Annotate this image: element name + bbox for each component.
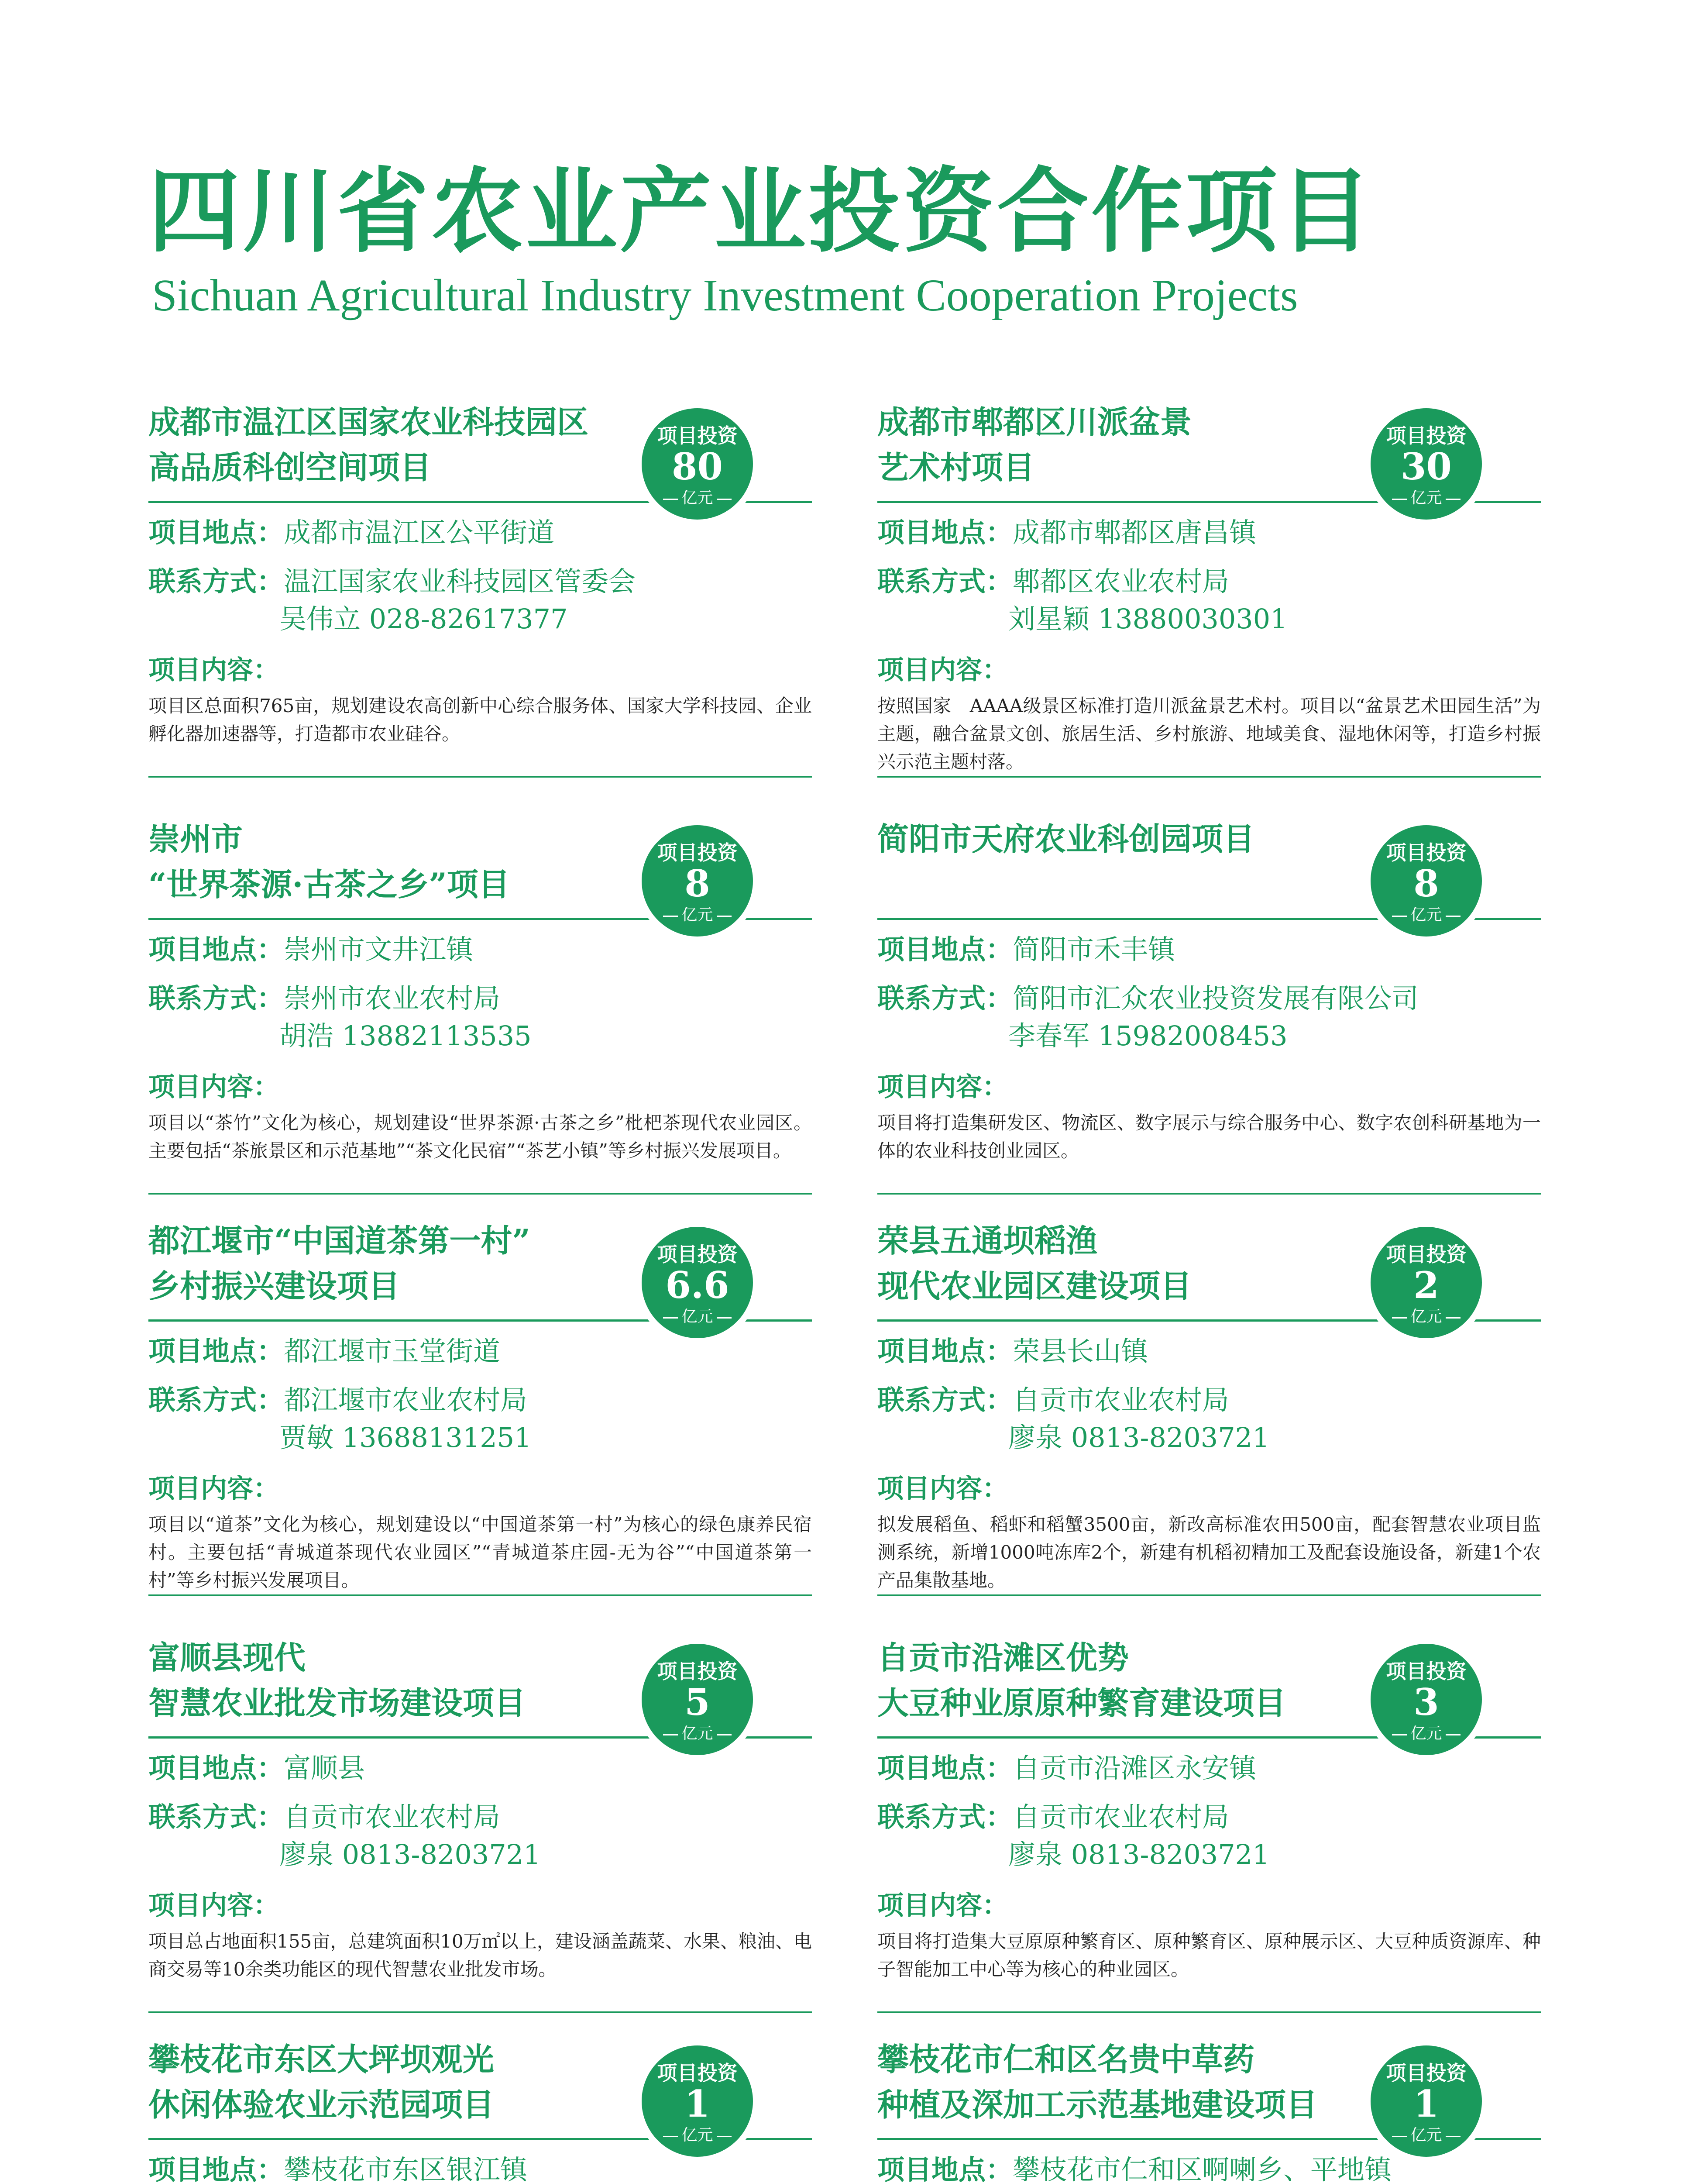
location-row [148,2151,812,2183]
content-text: 按照国家 AAAA级景区标准打造川派盆景艺术村。项目以“盆景艺术田园生活”为主题，融合盆景文创、旅居生活、乡村旅游、地域美食、湿地休闲等，打造乡村振兴示范主题村落。 [877,695,1541,772]
investment-badge [1371,1644,1482,1755]
content-text: 项目以“道茶”文化为核心，规划建设以“中国道茶第一村”为核心的绿色康养民宿村。主要包括“青城道茶现代农业园区”“青城道茶庄园-无为谷”“中国道茶第一村”等乡村振兴发展项目。 [148,1514,812,1591]
bottom-divider [877,1594,1541,1596]
location-value: 简阳市禾丰镇 [1013,933,1175,965]
investment-amount: 1 [684,2082,710,2125]
project-name [148,816,611,907]
investment-badge [1371,825,1482,937]
project-card [148,1635,821,2015]
badge-unit: 亿元 [642,490,753,506]
contact-person: 刘星颖 13880030301 [1008,603,1288,635]
investment-badge [1371,2045,1482,2157]
investment-amount: 80 [672,445,723,488]
project-card [877,399,1550,779]
location-value: 崇州市文井江镇 [284,933,474,965]
project-name-line2: 智慧农业批发市场建设项目 [148,1684,526,1722]
project-name-line1: 攀枝花市东区大坪坝观光 [148,2041,495,2078]
location-row [148,1749,812,1787]
project-name-line2: 高品质科创空间项目 [148,449,432,486]
investment-amount: 8 [684,862,710,905]
content-label: 项目内容： [148,1072,279,1102]
badge-unit: 亿元 [1371,907,1482,923]
project-card [877,1635,1550,2015]
project-name-line1: 成都市郫都区川派盆景 [877,403,1192,441]
investment-amount: 3 [1413,1680,1439,1724]
project-name-line2: 乡村振兴建设项目 [148,1267,400,1305]
project-name-line1: 崇州市 [148,820,243,857]
investment-amount: 30 [1401,445,1452,488]
badge-label: 项目投资 [1386,424,1467,448]
contact-person: 吴伟立 028-82617377 [279,603,568,635]
location-label: 项目地点： [877,2154,1013,2183]
location-row [877,514,1541,551]
contact-person: 廖泉 0813-8203721 [1008,1839,1270,1870]
project-name [148,1635,611,1726]
project-name-line1: 荣县五通坝稻渔 [877,1222,1098,1259]
contact-person: 胡浩 13882113535 [279,1020,532,1052]
investment-amount: 6.6 [665,1264,729,1307]
project-name-line1: 成都市温江区国家农业科技园区 [148,403,589,441]
investment-badge [642,1644,753,1755]
badge-unit: 亿元 [642,2128,753,2143]
project-name-line1: 简阳市天府农业科创园项目 [877,820,1255,857]
project-name-line1: 攀枝花市仁和区名贵中草药 [877,2041,1255,2078]
page-title-cn: 四川省农业产业投资合作项目 [148,158,1375,265]
investment-badge [642,1227,753,1338]
badge-unit: 亿元 [1371,1726,1482,1742]
project-name-line2: “世界茶源·古茶之乡”项目 [148,866,510,903]
contact-label: 联系方式： [148,1801,284,1833]
contact-org: 简阳市汇众农业投资发展有限公司 [1013,982,1419,1014]
location-value: 荣县长山镇 [1013,1335,1148,1367]
contact-org: 崇州市农业农村局 [284,982,501,1014]
badge-label: 项目投资 [1386,841,1467,864]
investment-amount: 1 [1413,2082,1439,2125]
contact-person: 李春军 15982008453 [1008,1020,1288,1052]
location-row [148,931,812,968]
content-label: 项目内容： [877,1474,1008,1504]
badge-unit: 亿元 [1371,490,1482,506]
location-label: 项目地点： [877,516,1013,548]
project-card [148,2037,821,2183]
location-label: 项目地点： [148,1335,284,1367]
contact-row [877,563,1541,600]
badge-unit: 亿元 [642,907,753,923]
content-text: 项目将打造集研发区、物流区、数字展示与综合服务中心、数字农创科研基地为一体的农业科技创业园区。 [877,1112,1541,1161]
project-name [877,1635,1340,1726]
location-value: 攀枝花市仁和区啊喇乡、平地镇 [1013,2154,1392,2183]
investment-amount: 5 [684,1680,710,1724]
location-value: 富顺县 [284,1752,365,1784]
content-label: 项目内容： [877,655,1008,685]
bottom-divider [877,1193,1541,1195]
investment-amount: 8 [1413,862,1439,905]
location-label: 项目地点： [148,1752,284,1784]
badge-label: 项目投资 [657,1243,738,1266]
location-row [877,931,1541,968]
content-label: 项目内容： [148,1890,279,1921]
contact-person: 廖泉 0813-8203721 [1008,1422,1270,1453]
location-row [877,1333,1541,1370]
badge-label: 项目投资 [657,1660,738,1683]
location-value: 攀枝花市东区银江镇 [284,2154,528,2183]
contact-person: 贾敏 13688131251 [279,1422,532,1453]
investment-badge [642,2045,753,2157]
project-card [877,816,1550,1196]
content-text: 拟发展稻鱼、稻虾和稻蟹3500亩，新改高标准农田500亩，配套智慧农业项目监测系统，新增1000吨冻库2个，新建有机稻初精加工及配套设施设备，新建1个农产品集散基地。 [877,1514,1541,1591]
bottom-divider [877,776,1541,778]
badge-label: 项目投资 [1386,1660,1467,1683]
contact-row [148,980,812,1017]
content-text: 项目总占地面积155亩，总建筑面积10万㎡以上，建设涵盖蔬菜、水果、粮油、电商交易等10余类功能区的现代智慧农业批发市场。 [148,1931,812,1980]
project-name-line2: 现代农业园区建设项目 [877,1267,1192,1305]
location-row [148,1333,812,1370]
location-label: 项目地点： [877,1335,1013,1367]
content-label: 项目内容： [877,1890,1008,1921]
badge-unit: 亿元 [1371,1309,1482,1325]
project-name [148,1218,611,1309]
contact-label: 联系方式： [148,1384,284,1416]
content-label: 项目内容： [148,655,279,685]
contact-row [148,1798,812,1836]
contact-row [877,980,1541,1017]
badge-label: 项目投资 [657,841,738,864]
badge-label: 项目投资 [1386,1243,1467,1266]
project-name-line1: 自贡市沿滩区优势 [877,1639,1129,1676]
badge-label: 项目投资 [657,2061,738,2085]
project-name-line2: 种植及深加工示范基地建设项目 [877,2086,1318,2123]
contact-person: 廖泉 0813-8203721 [279,1839,541,1870]
project-name [877,399,1340,490]
contact-label: 联系方式： [877,1801,1013,1833]
content-label: 项目内容： [877,1072,1008,1102]
project-card [877,2037,1550,2183]
location-row [877,2151,1541,2183]
bottom-divider [148,776,812,778]
bottom-divider [148,1594,812,1596]
content-text: 项目将打造集大豆原原种繁育区、原种繁育区、原种展示区、大豆种质资源库、种子智能加工中心等为核心的种业园区。 [877,1931,1541,1980]
contact-org: 温江国家农业科技园区管委会 [284,565,636,597]
content-text: 项目以“茶竹”文化为核心，规划建设“世界茶源·古茶之乡”枇杷茶现代农业园区。主要包括“茶旅景区和示范基地”“茶文化民宿”“茶艺小镇”等乡村振兴发展项目。 [148,1112,812,1161]
location-label: 项目地点： [148,2154,284,2183]
investment-badge [1371,408,1482,520]
project-card [148,816,821,1196]
contact-label: 联系方式： [877,565,1013,597]
contact-row [877,1798,1541,1836]
project-name [877,1218,1340,1309]
project-name-line1: 富顺县现代 [148,1639,306,1676]
content-text: 项目区总面积765亩，规划建设农高创新中心综合服务体、国家大学科技园、企业孵化器加速器等，打造都市农业硅谷。 [148,695,812,744]
project-name-line2: 休闲体验农业示范园项目 [148,2086,495,2123]
contact-label: 联系方式： [148,982,284,1014]
investment-amount: 2 [1413,1264,1439,1307]
contact-label: 联系方式： [148,565,284,597]
location-label: 项目地点： [877,933,1013,965]
investment-badge [642,825,753,937]
contact-row [148,1381,812,1419]
contact-row [877,1381,1541,1419]
project-card [148,1218,821,1598]
badge-label: 项目投资 [657,424,738,448]
contact-label: 联系方式： [877,982,1013,1014]
location-value: 自贡市沿滩区永安镇 [1013,1752,1257,1784]
location-row [148,514,812,551]
bottom-divider [148,2011,812,2013]
project-name-line2: 艺术村项目 [877,449,1035,486]
contact-org: 自贡市农业农村局 [1013,1801,1230,1833]
location-label: 项目地点： [877,1752,1013,1784]
page-title-en: Sichuan Agricultural Industry Investment Cooperation Projects [152,270,1298,320]
contact-org: 自贡市农业农村局 [1013,1384,1230,1416]
location-row [877,1749,1541,1787]
investment-badge [642,408,753,520]
location-label: 项目地点： [148,516,284,548]
contact-org: 郫都区农业农村局 [1013,565,1230,597]
location-value: 都江堰市玉堂街道 [284,1335,501,1367]
bottom-divider [148,1193,812,1195]
badge-unit: 亿元 [1371,2128,1482,2143]
location-value: 成都市温江区公平街道 [284,516,555,548]
badge-unit: 亿元 [642,1309,753,1325]
contact-org: 都江堰市农业农村局 [284,1384,528,1416]
project-name-line2: 大豆种业原原种繁育建设项目 [877,1684,1286,1722]
content-label: 项目内容： [148,1474,279,1504]
location-label: 项目地点： [148,933,284,965]
contact-org: 自贡市农业农村局 [284,1801,501,1833]
contact-row [148,563,812,600]
badge-label: 项目投资 [1386,2061,1467,2085]
project-name-line1: 都江堰市“中国道茶第一村” [148,1222,530,1259]
project-name [877,2037,1340,2128]
project-card [148,399,821,779]
project-card [877,1218,1550,1598]
project-name [148,2037,611,2128]
project-name [148,399,611,490]
bottom-divider [877,2011,1541,2013]
badge-unit: 亿元 [642,1726,753,1742]
location-value: 成都市郫都区唐昌镇 [1013,516,1257,548]
contact-label: 联系方式： [877,1384,1013,1416]
project-name [877,816,1340,862]
investment-badge [1371,1227,1482,1338]
